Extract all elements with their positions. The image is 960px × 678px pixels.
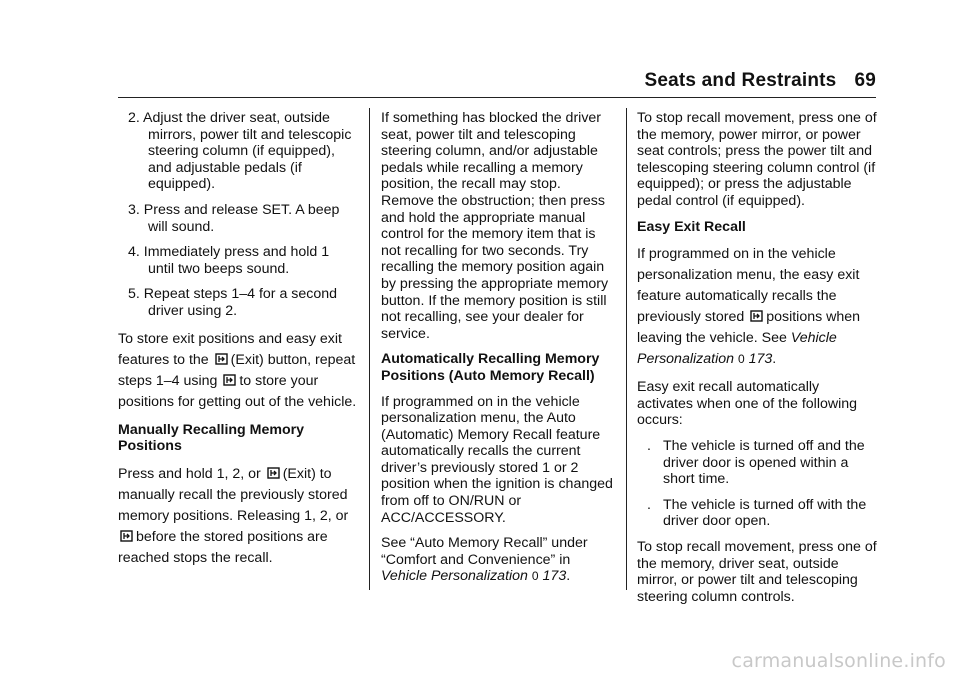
bullet-text: The vehicle is turned off and the driver door is opened within a short time.	[663, 437, 865, 488]
step-text: Immediately press and hold 1 until two beeps sound.	[143, 244, 330, 277]
column-2	[381, 110, 617, 594]
column-divider-2	[626, 108, 627, 590]
step-number: 4.	[128, 244, 140, 261]
period: .	[566, 568, 571, 585]
step-number: 5.	[128, 286, 140, 303]
blocked-recall-paragraph: If something has blocked the driver seat, power tilt and telescoping steering column, and/or adjustable pedals while recalling a memory position, the recall may stop. Remove the obstruction; then press and hold the appropriate manual control for the memory item that is not recalling for two seconds. Try recalling the memory position again by pressing the appropriate memory button. If the memory position is still not recalling, see your dealer for service.	[381, 110, 609, 342]
page-reference-arrow-icon: 0	[531, 569, 539, 584]
vehicle-personalization-link[interactable]: Vehicle Personalization	[637, 330, 837, 368]
stop-recall-paragraph: To stop recall movement, press one of the memory, power mirror, or power seat controls; press the power tilt and telescoping steering column control (if equipped); or press the adjustable pedal control (if equipped).	[637, 110, 877, 209]
exit-text-b: (Exit) button, repeat steps 1–4 using	[118, 351, 356, 389]
exit-text-a: To store exit positions and easy exit features to the	[118, 330, 342, 368]
period: .	[772, 351, 777, 368]
exit-button-icon	[215, 353, 228, 365]
manual-recall-paragraph	[118, 464, 358, 569]
page-reference[interactable]: 173	[542, 568, 567, 585]
manual-text-b: (Exit) to manually recall the previously stored memory positions. Releasing 1, 2, or	[118, 465, 349, 524]
list-item	[637, 497, 877, 530]
see-text: See “Auto Memory Recall” under “Comfort and Convenience” in	[381, 535, 588, 568]
activation-paragraph: Easy exit recall automatically activates when one of the following occurs:	[637, 379, 858, 429]
step-number: 3.	[128, 201, 140, 218]
step-item	[118, 244, 358, 277]
exit-text-c: to store your positions for getting out of the vehicle.	[118, 372, 357, 410]
watermark: carmanualsonline.info	[731, 650, 946, 672]
column-3	[637, 110, 877, 614]
bullet-text: The vehicle is turned off with the driver door open.	[663, 496, 867, 530]
step-text: Press and release SET. A beep will sound.	[143, 201, 340, 235]
column-1	[118, 110, 358, 578]
header-rule	[118, 97, 876, 98]
step-number: 2.	[128, 110, 140, 126]
step-item	[118, 286, 358, 319]
bullet-mark: .	[647, 496, 651, 513]
step-text: Repeat steps 1–4 for a second driver using 2.	[143, 286, 338, 319]
bullet-mark: .	[647, 437, 651, 454]
auto-recall-paragraph: If programmed on in the vehicle personalization menu, the Auto (Automatic) Memory Recall feature automatically recalls the current driver’s previously stored 1 or 2 position when the ignition is changed from off to ON/RUN or ACC/ACCESSORY.	[381, 393, 613, 526]
manual-text-c: before the stored positions are reached stops the recall.	[118, 528, 328, 566]
exit-button-icon	[267, 467, 280, 479]
step-item	[118, 110, 358, 193]
vehicle-personalization-link[interactable]: Vehicle Personalization	[381, 568, 528, 585]
exit-button-icon	[750, 310, 763, 322]
page-reference-arrow-icon: 0	[737, 352, 745, 367]
list-item	[637, 438, 877, 488]
exit-button-icon	[223, 374, 236, 386]
easy-exit-text-b: positions when leaving the vehicle. See	[637, 309, 861, 347]
manual-recall-heading: Manually Recalling Memory Positions	[118, 421, 305, 455]
page-number: 69	[854, 70, 876, 91]
step-text: Adjust the driver seat, outside mirrors, power tilt and telescopic steering column (if equipped), and adjustable pedals (if equipped).	[143, 110, 352, 193]
exit-button-icon	[120, 530, 133, 542]
easy-exit-heading: Easy Exit Recall	[637, 218, 746, 235]
column-divider-1	[369, 108, 370, 590]
stop-recall-paragraph-2: To stop recall movement, press one of the memory, driver seat, outside mirror, or power tilt and telescoping steering column controls.	[637, 538, 877, 605]
auto-recall-heading: Automatically Recalling Memory Positions (Auto Memory Recall)	[381, 351, 600, 384]
exit-positions-paragraph	[118, 329, 358, 413]
see-reference-paragraph	[381, 535, 617, 585]
easy-exit-text-a: If programmed on in the vehicle personalization menu, the easy exit feature automatically recalls the previously stored	[637, 246, 860, 326]
manual-text-a: Press and hold 1, 2, or	[118, 465, 261, 482]
page-reference[interactable]: 173	[748, 351, 773, 368]
step-item	[118, 202, 358, 235]
page-header	[644, 70, 876, 92]
easy-exit-paragraph	[637, 244, 877, 370]
section-title: Seats and Restraints	[644, 70, 837, 91]
